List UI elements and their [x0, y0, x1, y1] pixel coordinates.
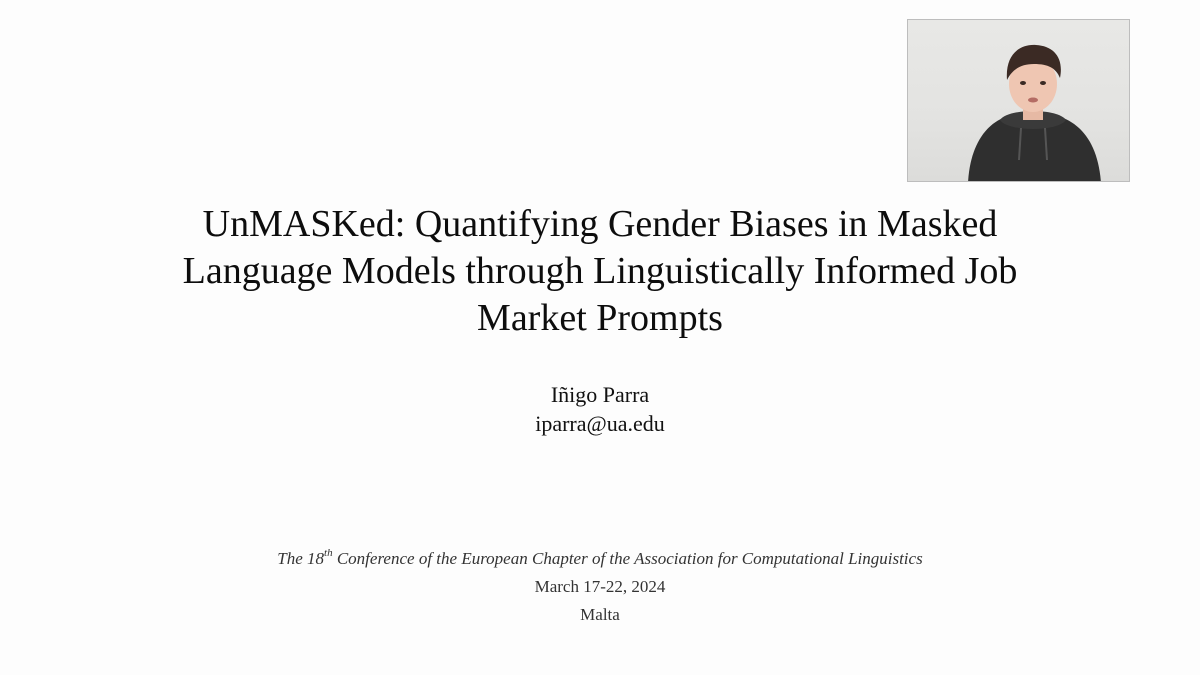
author-name: Iñigo Parra — [550, 382, 650, 407]
slide-title — [100, 201, 1100, 342]
title-line: Market Prompts — [477, 297, 723, 339]
title-line: UnMASKed: Quantifying Gender Biases in Masked — [202, 203, 998, 245]
conference-ordinal-suffix: th — [324, 547, 333, 560]
conference-suffix: Conference of the European Chapter of the Association for Computational Linguistics — [332, 549, 923, 568]
title-line: Language Models through Linguistically Informed Job — [182, 250, 1018, 292]
conference-location: Malta — [580, 605, 620, 624]
conference-dates: March 17-22, 2024 — [534, 577, 666, 596]
conference-name — [150, 547, 1050, 571]
presenter-webcam-video[interactable] — [907, 19, 1130, 182]
conference-prefix: The 18 — [277, 549, 325, 568]
author-email: iparra@ua.edu — [535, 411, 665, 436]
presenter-figure — [908, 20, 1130, 182]
